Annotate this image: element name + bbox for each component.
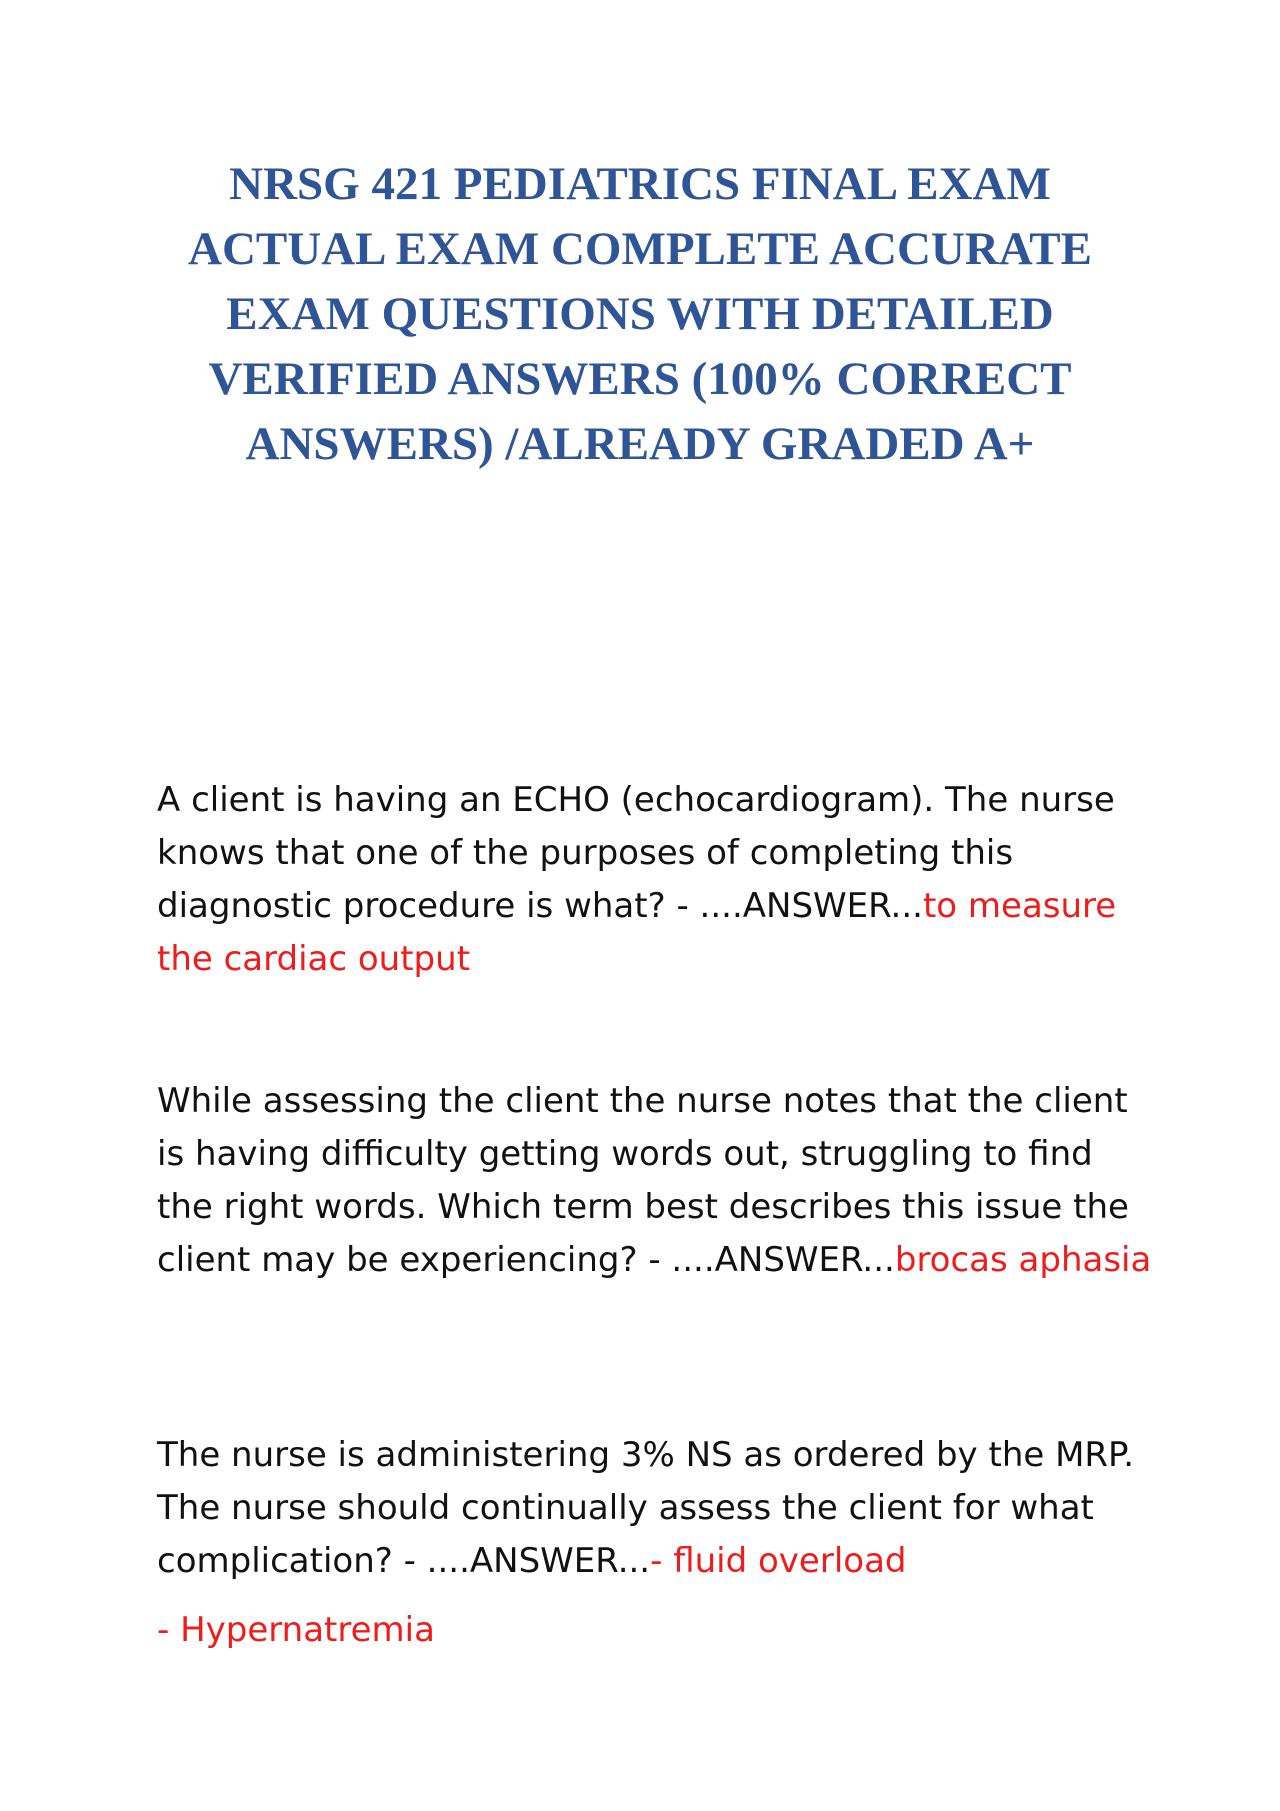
question-text: While assessing the client the nurse notes that the client is having difficulty getting words out, struggling to find the right words. Which term best describes this issue the client may be experiencing? - ....ANSWER... (157, 1081, 1129, 1280)
answer-text: brocas aphasia (894, 1240, 1152, 1280)
answer-text: - fluid overload (650, 1541, 907, 1581)
question-text: A client is having an ECHO (echocardiogram). The nurse knows that one of the purposes of completing this diagnostic procedure is what? - ....ANSWER... (157, 780, 1115, 926)
document-title: NRSG 421 PEDIATRICS FINAL EXAM ACTUAL EXAM COMPLETE ACCURATE EXAM QUESTIONS WITH DETAILED VERIFIED ANSWERS (100% CORRECT ANSWERS) /ALREADY GRADED A+ (188, 158, 1092, 470)
answer-extra-text: - Hypernatremia (157, 1610, 435, 1650)
qa-item (157, 1075, 1157, 1287)
qa-item (157, 774, 1157, 986)
answer-text: to measure the cardiac output (157, 886, 1117, 979)
question-text: The nurse is administering 3% NS as ordered by the MRP. The nurse should continually assess the client for what complication? - ....ANSWER... (157, 1435, 1135, 1581)
qa-item (157, 1429, 1157, 1588)
